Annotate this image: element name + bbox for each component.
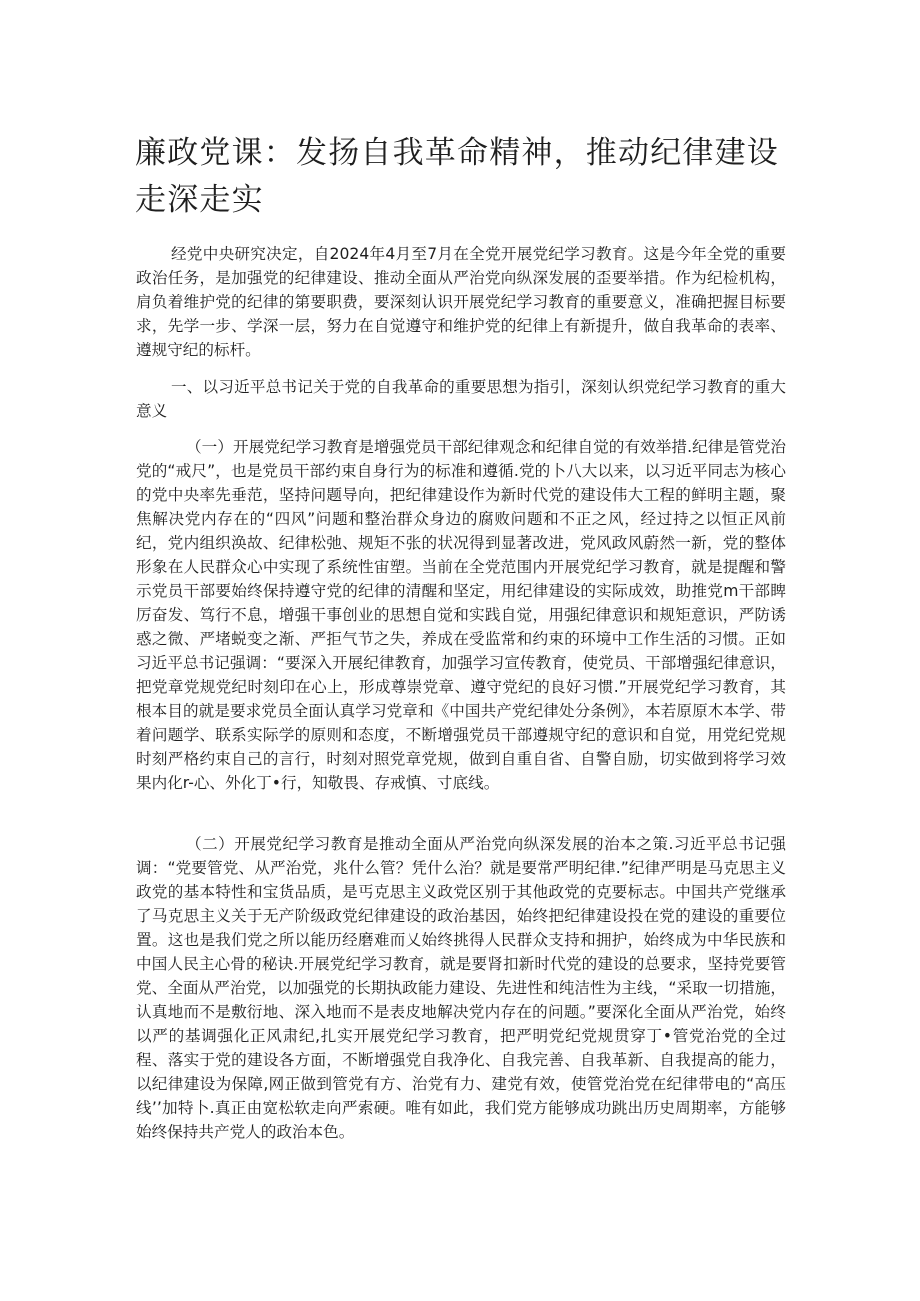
section-heading-1: 一、以习近平总书记关于党的自我革命的重要思想为指引，深刻认织党纪学习教育的重大意义 bbox=[136, 378, 786, 420]
intro-paragraph: 经党中央研究决定，自2024年4月至7月在全党开展党纪学习教育。这是今年全党的重要政治任务，是加强党的纪律建设、推动全面从严治党向纵深发展的歪要举措。作为纪检机构，肩负着维护党的纪律的第要职费，要深刻认识开展党纪学习教育的重要意义，准确把握目标要求，先学一步、学深一层，努力在自觉遵守和维护党的纪律上有新提升，做自我革命的表率、遵规守纪的标杆。 bbox=[136, 245, 786, 359]
subsection-paragraph-1: （一）开展党纪学习教育是增强党员干部纪律观念和纪律自觉的有效举措.纪律是管党治党的“戒尺”，也是党员干部约束自身行为的标准和遵循.党的卜八大以来，以习近平同志为核心的党中央率先垂范，坚持问题导向，把纪律建设作为新时代党的建设伟大工程的鲜明主题，聚焦解决党内存在的“四风”问题和整治群众身边的腐败问题和不正之风，经过持之以恒正风前纪，党内组织涣故、纪律松弛、规矩不张的状况得到显著改进，党风政风蔚然一新，党的整体形象在人民群众心中实现了系统性宙塑。当前在全党范围内开展党纪学习教育，就是提醒和警示党员干部要始终保持遵守党的纪律的清醒和坚定，用纪律建设的实际成效，助推党m干部睥厉奋发、笃行不息，增强干事创业的思想自觉和实践自觉，用强纪律意识和规矩意识，严防诱惑之微、严堵蜕变之渐、严拒气节之失，养成在受监常和约束的环境中工作生活的习惯。正如习近平总书记强调：“要深入开展纪律教育，加强学习宣传教育，使党员、干部增强纪律意识，把党章党规党纪时刻印在心上，形成尊崇党章、遵守党纪的良好习惯.”开展党纪学习教育，其根本目的就是要求党员全面认真学习党章和《中国共产党纪律处分条例》，本若原原木本学、带着问题学、联系实际学的原则和态度，不断增强党员干部遵规守纪的意识和自觉，用党纪党规时刻严格约束自己的言行，时刻对照党章党规，做到自重自省、自警自励，切实做到将学习效果内化r-心、外化丁•行，知敬畏、存戒慎、寸底线。 bbox=[136, 438, 786, 792]
subsection-paragraph-2: （二）开展党纪学习教育是推动全面从严治党向纵深发展的治本之策.习近平总书记强调：“党要管党、从严治党，兆什么管？凭什么治？就是要常严明纪律.”纪律严明是马克思主义政党的基本特性和宝货品质，是丐克思主义政党区别于其他政党的克要标志。中国共产党继承了马克思主义关于无产阶级政党纪律建设的政治基因，始终把纪律建设投在党的建设的重要位置。这也是我们党之所以能历经磨难而乂始终挑得人民群众支持和拥护，始终成为中华民族和中国人民主心骨的秘诀.开展党纪学习教育，就是要肾扣新时代党的建设的总要求，坚持党要管党、全面从严治党，以加强党的长期执政能力建设、先进性和纯洁性为主线，“采取一切措施，认真地而不是敷衍地、深入地而不是表皮地解决党内存在的问题。”要深化全面从严治党，始终以严的基调强化正风肃纪,扎实开展党纪学习教育，把严明党纪党规贯穿丁•管党治党的全过程、落实于党的建设各方面，不断增强党自我净化、自我完善、自我革新、自我提高的能力，以纪律建设为保障,网正做到管党有方、治党有力、建党有效，使管党治党在纪律带电的“高压线’’加特卜.真正由宽松软走向严索硬。唯有如此，我们党方能够成功跳出历史周期率，方能够始终保持共产党人的政治本色。 bbox=[136, 835, 786, 1141]
document-title: 廉政党课：发扬自我革命精神，推动纪律建设走深走实 bbox=[135, 135, 779, 218]
